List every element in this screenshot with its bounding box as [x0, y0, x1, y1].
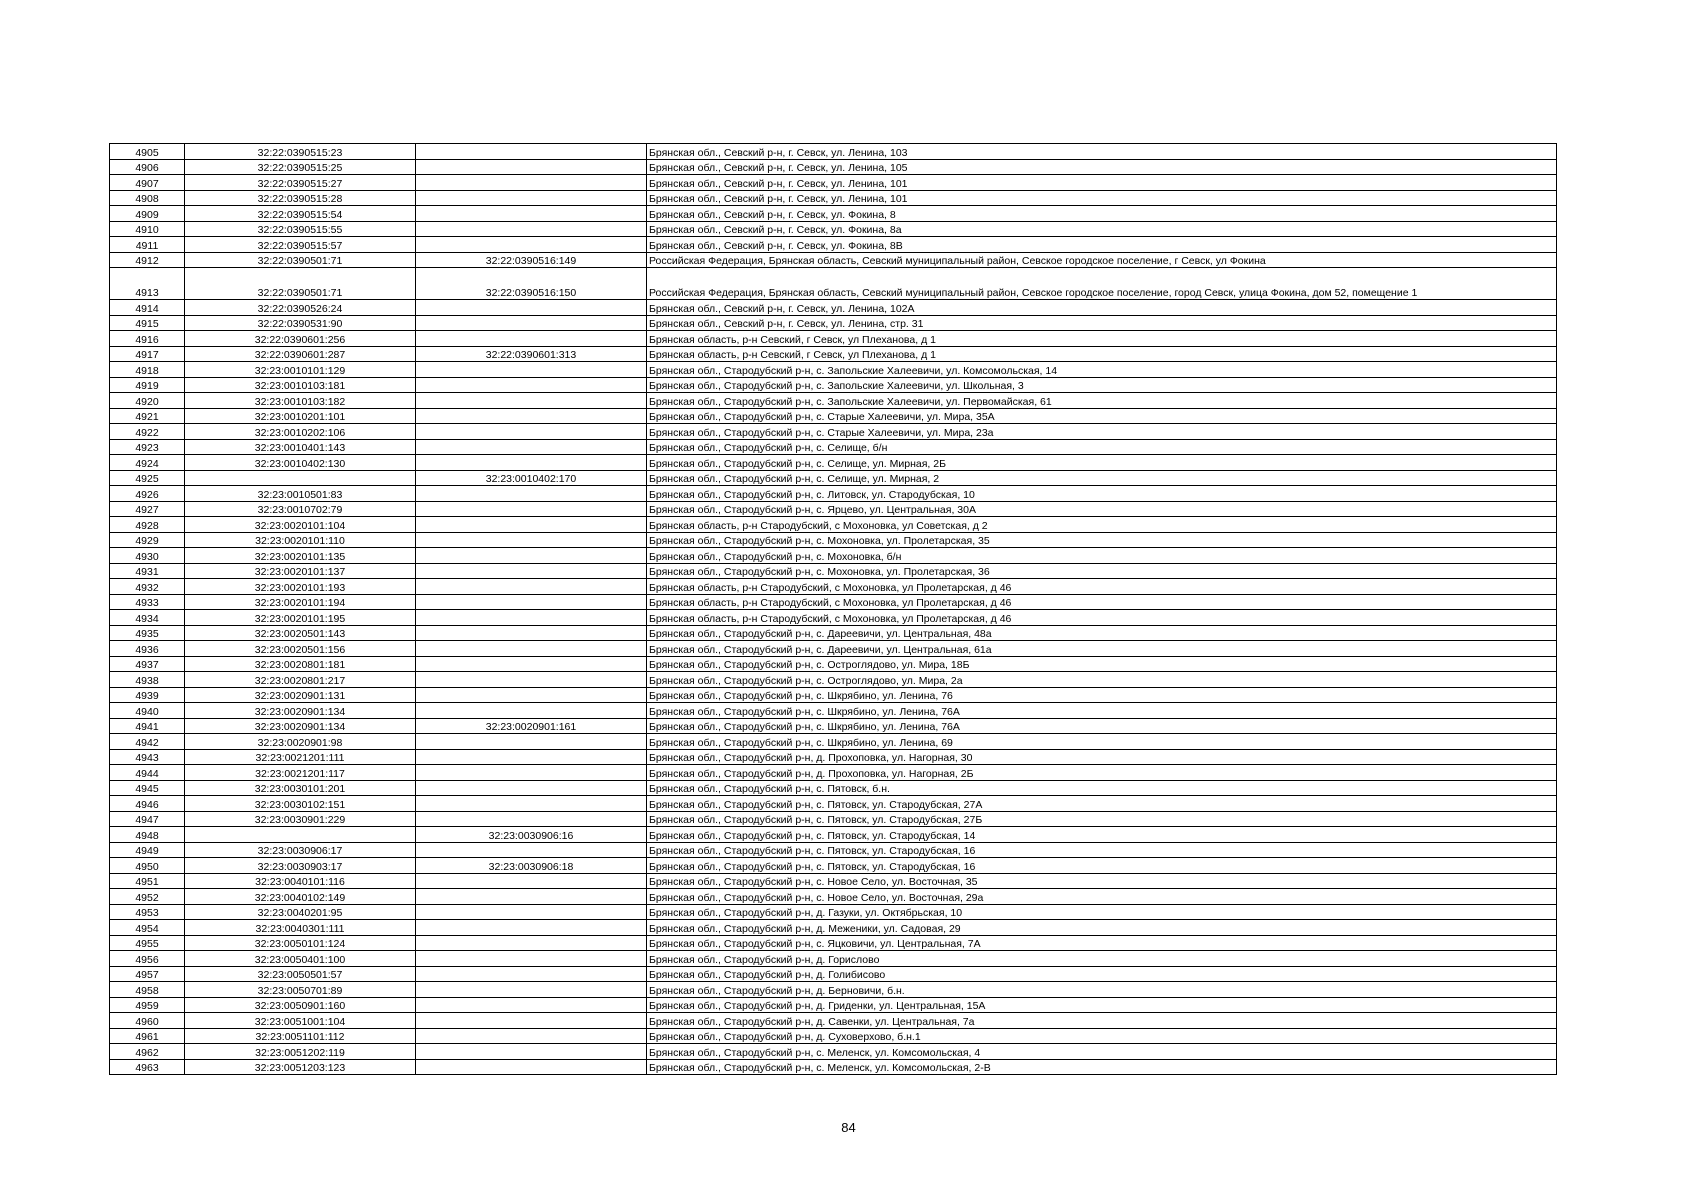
previous-cadastral-number-cell: [416, 300, 647, 316]
table-row: [110, 935, 1557, 951]
previous-cadastral-number-cell: [416, 749, 647, 765]
previous-cadastral-number-cell: [416, 362, 647, 378]
row-number-cell: 4957: [110, 966, 185, 982]
table-row: [110, 1028, 1557, 1044]
row-number-cell: 4938: [110, 672, 185, 688]
row-number-cell: 4952: [110, 889, 185, 905]
cadastral-number-cell: 32:23:0051001:104: [185, 1013, 416, 1029]
previous-cadastral-number-cell: [416, 672, 647, 688]
table-row: [110, 439, 1557, 455]
address-cell: Брянская обл., Стародубский р-н, с. Остроглядово, ул. Мира, 2а: [647, 672, 1557, 688]
address-cell: Брянская обл., Стародубский р-н, д. Суховерхово, б.н.1: [647, 1028, 1557, 1044]
table-row: [110, 873, 1557, 889]
row-number-cell: 4932: [110, 579, 185, 595]
cadastral-number-cell: 32:23:0020901:131: [185, 687, 416, 703]
previous-cadastral-number-cell: [416, 455, 647, 471]
cadastral-number-cell: [185, 470, 416, 486]
table-row: [110, 548, 1557, 564]
previous-cadastral-number-cell: [416, 734, 647, 750]
address-cell: Брянская обл., Стародубский р-н, с. Пятовск, ул. Стародубская, 16: [647, 842, 1557, 858]
address-cell: Брянская обл., Стародубский р-н, с. Старые Халеевичи, ул. Мира, 23а: [647, 424, 1557, 440]
table-row: [110, 827, 1557, 843]
table-row: [110, 1013, 1557, 1029]
previous-cadastral-number-cell: [416, 377, 647, 393]
address-cell: Брянская обл., Стародубский р-н, д. Савенки, ул. Центральная, 7а: [647, 1013, 1557, 1029]
address-cell: Брянская обл., Севский р-н, г. Севск, ул. Фокина, 8В: [647, 237, 1557, 253]
row-number-cell: 4924: [110, 455, 185, 471]
table-row: [110, 904, 1557, 920]
previous-cadastral-number-cell: [416, 904, 647, 920]
address-cell: Брянская обл., Севский р-н, г. Севск, ул. Ленина, 105: [647, 159, 1557, 175]
cadastral-number-cell: 32:23:0010202:106: [185, 424, 416, 440]
table-row: [110, 315, 1557, 331]
row-number-cell: 4960: [110, 1013, 185, 1029]
previous-cadastral-number-cell: [416, 780, 647, 796]
address-cell: Брянская обл., Стародубский р-н, с. Дареевичи, ул. Центральная, 48а: [647, 625, 1557, 641]
previous-cadastral-number-cell: [416, 408, 647, 424]
row-number-cell: 4927: [110, 501, 185, 517]
table-row: [110, 672, 1557, 688]
cadastral-number-cell: 32:22:0390601:256: [185, 331, 416, 347]
previous-cadastral-number-cell: [416, 424, 647, 440]
table-row: [110, 1044, 1557, 1060]
previous-cadastral-number-cell: [416, 997, 647, 1013]
table-row: [110, 393, 1557, 409]
address-cell: Брянская обл., Стародубский р-н, д. Берновичи, б.н.: [647, 982, 1557, 998]
previous-cadastral-number-cell: [416, 594, 647, 610]
address-cell: Брянская обл., Стародубский р-н, с. Пятовск, б.н.: [647, 780, 1557, 796]
cadastral-number-cell: 32:23:0020901:134: [185, 718, 416, 734]
row-number-cell: 4947: [110, 811, 185, 827]
cadastral-number-cell: 32:22:0390515:23: [185, 144, 416, 160]
table-row: [110, 718, 1557, 734]
table-row: [110, 625, 1557, 641]
cadastral-number-cell: 32:23:0020501:156: [185, 641, 416, 657]
address-cell: Брянская обл., Стародубский р-н, с. Мохоновка, б/н: [647, 548, 1557, 564]
address-cell: Брянская обл., Стародубский р-н, с. Шкрябино, ул. Ленина, 69: [647, 734, 1557, 750]
cadastral-number-cell: 32:23:0020801:217: [185, 672, 416, 688]
address-cell: Брянская обл., Севский р-н, г. Севск, ул. Ленина, 101: [647, 175, 1557, 191]
cadastral-number-cell: 32:22:0390515:28: [185, 190, 416, 206]
address-cell: Брянская обл., Стародубский р-н, с. Запольские Халеевичи, ул. Первомайская, 61: [647, 393, 1557, 409]
previous-cadastral-number-cell: [416, 393, 647, 409]
row-number-cell: 4959: [110, 997, 185, 1013]
cadastral-number-cell: 32:23:0030906:17: [185, 842, 416, 858]
row-number-cell: 4917: [110, 346, 185, 362]
cadastral-number-cell: 32:22:0390515:57: [185, 237, 416, 253]
address-cell: Брянская обл., Стародубский р-н, д. Гриденки, ул. Центральная, 15А: [647, 997, 1557, 1013]
cadastral-number-cell: 32:23:0010501:83: [185, 486, 416, 502]
cadastral-number-cell: 32:22:0390531:90: [185, 315, 416, 331]
address-cell: Брянская обл., Севский р-н, г. Севск, ул. Фокина, 8: [647, 206, 1557, 222]
row-number-cell: 4963: [110, 1059, 185, 1075]
table-row: [110, 470, 1557, 486]
previous-cadastral-number-cell: [416, 641, 647, 657]
previous-cadastral-number-cell: [416, 625, 647, 641]
address-cell: Брянская обл., Стародубский р-н, с. Литовск, ул. Стародубская, 10: [647, 486, 1557, 502]
address-cell: Брянская область, р-н Стародубский, с Мохоновка, ул Пролетарская, д 46: [647, 610, 1557, 626]
table-row: [110, 920, 1557, 936]
row-number-cell: 4931: [110, 563, 185, 579]
row-number-cell: 4954: [110, 920, 185, 936]
table-row: [110, 749, 1557, 765]
row-number-cell: 4914: [110, 300, 185, 316]
table-row: [110, 997, 1557, 1013]
previous-cadastral-number-cell: 32:23:0020901:161: [416, 718, 647, 734]
row-number-cell: 4921: [110, 408, 185, 424]
row-number-cell: 4948: [110, 827, 185, 843]
cadastral-number-cell: 32:23:0030102:151: [185, 796, 416, 812]
table-row: [110, 237, 1557, 253]
address-cell: Брянская обл., Стародубский р-н, с. Селище, ул. Мирная, 2Б: [647, 455, 1557, 471]
previous-cadastral-number-cell: [416, 687, 647, 703]
previous-cadastral-number-cell: [416, 159, 647, 175]
cadastral-number-cell: 32:23:0040101:116: [185, 873, 416, 889]
table-row: [110, 687, 1557, 703]
row-number-cell: 4945: [110, 780, 185, 796]
row-number-cell: 4955: [110, 935, 185, 951]
property-registry-table: [109, 143, 1557, 1075]
address-cell: Российская Федерация, Брянская область, Севский муниципальный район, Севское городское поселение, г Севск, ул Фокина: [647, 252, 1557, 268]
table-row: [110, 362, 1557, 378]
previous-cadastral-number-cell: [416, 889, 647, 905]
table-row: [110, 594, 1557, 610]
row-number-cell: 4946: [110, 796, 185, 812]
table-row: [110, 563, 1557, 579]
address-cell: Брянская область, р-н Севский, г Севск, ул Плеханова, д 1: [647, 331, 1557, 347]
row-number-cell: 4937: [110, 656, 185, 672]
table-row: [110, 1059, 1557, 1075]
cadastral-number-cell: 32:23:0051101:112: [185, 1028, 416, 1044]
address-cell: Брянская обл., Стародубский р-н, с. Пятовск, ул. Стародубская, 14: [647, 827, 1557, 843]
address-cell: Брянская обл., Стародубский р-н, с. Яцковичи, ул. Центральная, 7А: [647, 935, 1557, 951]
address-cell: Брянская область, р-н Стародубский, с Мохоновка, ул Пролетарская, д 46: [647, 594, 1557, 610]
address-cell: Брянская обл., Стародубский р-н, с. Мохоновка, ул. Пролетарская, 36: [647, 563, 1557, 579]
address-cell: Брянская обл., Стародубский р-н, д. Меженики, ул. Садовая, 29: [647, 920, 1557, 936]
previous-cadastral-number-cell: 32:23:0030906:16: [416, 827, 647, 843]
cadastral-number-cell: 32:23:0040201:95: [185, 904, 416, 920]
previous-cadastral-number-cell: 32:23:0030906:18: [416, 858, 647, 874]
cadastral-number-cell: 32:23:0010702:79: [185, 501, 416, 517]
cadastral-number-cell: 32:23:0020101:110: [185, 532, 416, 548]
previous-cadastral-number-cell: [416, 237, 647, 253]
address-cell: Брянская обл., Стародубский р-н, с. Меленск, ул. Комсомольская, 2-В: [647, 1059, 1557, 1075]
row-number-cell: 4929: [110, 532, 185, 548]
cadastral-number-cell: 32:23:0020901:134: [185, 703, 416, 719]
cadastral-number-cell: 32:23:0040102:149: [185, 889, 416, 905]
address-cell: Брянская обл., Стародубский р-н, с. Меленск, ул. Комсомольская, 4: [647, 1044, 1557, 1060]
table-row: [110, 734, 1557, 750]
table-row: [110, 268, 1557, 300]
address-cell: Брянская обл., Стародубский р-н, с. Новое Село, ул. Восточная, 35: [647, 873, 1557, 889]
previous-cadastral-number-cell: [416, 1028, 647, 1044]
row-number-cell: 4949: [110, 842, 185, 858]
previous-cadastral-number-cell: [416, 563, 647, 579]
address-cell: Брянская обл., Стародубский р-н, с. Мохоновка, ул. Пролетарская, 35: [647, 532, 1557, 548]
cadastral-number-cell: 32:23:0040301:111: [185, 920, 416, 936]
address-cell: Брянская обл., Стародубский р-н, с. Селище, б/н: [647, 439, 1557, 455]
cadastral-number-cell: 32:23:0020801:181: [185, 656, 416, 672]
row-number-cell: 4926: [110, 486, 185, 502]
table-row: [110, 408, 1557, 424]
row-number-cell: 4942: [110, 734, 185, 750]
table-row: [110, 159, 1557, 175]
cadastral-number-cell: 32:23:0030101:201: [185, 780, 416, 796]
table-row: [110, 703, 1557, 719]
table-row: [110, 579, 1557, 595]
row-number-cell: 4905: [110, 144, 185, 160]
cadastral-number-cell: 32:23:0051202:119: [185, 1044, 416, 1060]
address-cell: Брянская обл., Стародубский р-н, с. Пятовск, ул. Стародубская, 27А: [647, 796, 1557, 812]
row-number-cell: 4928: [110, 517, 185, 533]
table-row: [110, 331, 1557, 347]
row-number-cell: 4920: [110, 393, 185, 409]
table-row: [110, 346, 1557, 362]
previous-cadastral-number-cell: [416, 656, 647, 672]
cadastral-number-cell: 32:23:0010402:130: [185, 455, 416, 471]
address-cell: Брянская обл., Стародубский р-н, д. Горислово: [647, 951, 1557, 967]
cadastral-number-cell: 32:23:0030901:229: [185, 811, 416, 827]
row-number-cell: 4916: [110, 331, 185, 347]
address-cell: Брянская область, р-н Стародубский, с Мохоновка, ул Советская, д 2: [647, 517, 1557, 533]
cadastral-number-cell: 32:23:0020901:98: [185, 734, 416, 750]
previous-cadastral-number-cell: [416, 966, 647, 982]
cadastral-number-cell: 32:23:0010401:143: [185, 439, 416, 455]
address-cell: Брянская обл., Стародубский р-н, д. Прохоповка, ул. Нагорная, 30: [647, 749, 1557, 765]
previous-cadastral-number-cell: [416, 765, 647, 781]
address-cell: Брянская обл., Стародубский р-н, с. Новое Село, ул. Восточная, 29а: [647, 889, 1557, 905]
row-number-cell: 4915: [110, 315, 185, 331]
cadastral-number-cell: 32:23:0050901:160: [185, 997, 416, 1013]
row-number-cell: 4934: [110, 610, 185, 626]
row-number-cell: 4935: [110, 625, 185, 641]
cadastral-number-cell: 32:23:0010103:182: [185, 393, 416, 409]
address-cell: Брянская область, р-н Стародубский, с Мохоновка, ул Пролетарская, д 46: [647, 579, 1557, 595]
cadastral-number-cell: 32:23:0021201:117: [185, 765, 416, 781]
table-row: [110, 982, 1557, 998]
previous-cadastral-number-cell: [416, 811, 647, 827]
table-row: [110, 424, 1557, 440]
row-number-cell: 4910: [110, 221, 185, 237]
previous-cadastral-number-cell: [416, 1059, 647, 1075]
table-row: [110, 966, 1557, 982]
row-number-cell: 4911: [110, 237, 185, 253]
table-row: [110, 517, 1557, 533]
row-number-cell: 4908: [110, 190, 185, 206]
cadastral-number-cell: 32:23:0010101:129: [185, 362, 416, 378]
previous-cadastral-number-cell: [416, 144, 647, 160]
row-number-cell: 4940: [110, 703, 185, 719]
cadastral-number-cell: 32:22:0390515:25: [185, 159, 416, 175]
row-number-cell: 4918: [110, 362, 185, 378]
table-row: [110, 656, 1557, 672]
address-cell: Брянская обл., Стародубский р-н, с. Шкрябино, ул. Ленина, 76А: [647, 718, 1557, 734]
cadastral-number-cell: 32:23:0020101:194: [185, 594, 416, 610]
row-number-cell: 4913: [110, 268, 185, 300]
cadastral-number-cell: 32:23:0020101:135: [185, 548, 416, 564]
address-cell: Брянская обл., Севский р-н, г. Севск, ул. Ленина, 103: [647, 144, 1557, 160]
cadastral-number-cell: 32:23:0020501:143: [185, 625, 416, 641]
cadastral-number-cell: 32:22:0390501:71: [185, 252, 416, 268]
row-number-cell: 4950: [110, 858, 185, 874]
cadastral-number-cell: 32:23:0020101:104: [185, 517, 416, 533]
cadastral-number-cell: 32:23:0050501:57: [185, 966, 416, 982]
address-cell: Брянская обл., Стародубский р-н, д. Прохоповка, ул. Нагорная, 2Б: [647, 765, 1557, 781]
previous-cadastral-number-cell: [416, 532, 647, 548]
cadastral-number-cell: 32:22:0390515:54: [185, 206, 416, 222]
cadastral-number-cell: 32:23:0021201:111: [185, 749, 416, 765]
address-cell: Брянская обл., Севский р-н, г. Севск, ул. Фокина, 8а: [647, 221, 1557, 237]
table-row: [110, 377, 1557, 393]
table-row: [110, 300, 1557, 316]
row-number-cell: 4933: [110, 594, 185, 610]
row-number-cell: 4958: [110, 982, 185, 998]
address-cell: Брянская обл., Стародубский р-н, с. Пятовск, ул. Стародубская, 16: [647, 858, 1557, 874]
table-row: [110, 610, 1557, 626]
row-number-cell: 4930: [110, 548, 185, 564]
page-number: 84: [841, 1120, 856, 1135]
previous-cadastral-number-cell: [416, 920, 647, 936]
address-cell: Брянская обл., Стародубский р-н, с. Запольские Халеевичи, ул. Школьная, 3: [647, 377, 1557, 393]
row-number-cell: 4953: [110, 904, 185, 920]
previous-cadastral-number-cell: 32:23:0010402:170: [416, 470, 647, 486]
address-cell: Брянская обл., Стародубский р-н, д. Газуки, ул. Октябрьская, 10: [647, 904, 1557, 920]
row-number-cell: 4961: [110, 1028, 185, 1044]
previous-cadastral-number-cell: [416, 703, 647, 719]
cadastral-number-cell: 32:23:0050701:89: [185, 982, 416, 998]
address-cell: Брянская обл., Стародубский р-н, д. Голибисово: [647, 966, 1557, 982]
row-number-cell: 4936: [110, 641, 185, 657]
address-cell: Брянская обл., Севский р-н, г. Севск, ул. Ленина, стр. 31: [647, 315, 1557, 331]
previous-cadastral-number-cell: [416, 842, 647, 858]
address-cell: Брянская обл., Стародубский р-н, с. Остроглядово, ул. Мира, 18Б: [647, 656, 1557, 672]
previous-cadastral-number-cell: [416, 548, 647, 564]
row-number-cell: 4951: [110, 873, 185, 889]
previous-cadastral-number-cell: [416, 501, 647, 517]
row-number-cell: 4919: [110, 377, 185, 393]
previous-cadastral-number-cell: [416, 439, 647, 455]
previous-cadastral-number-cell: 32:22:0390516:149: [416, 252, 647, 268]
cadastral-number-cell: 32:22:0390601:287: [185, 346, 416, 362]
table-row: [110, 796, 1557, 812]
table-row: [110, 144, 1557, 160]
row-number-cell: 4925: [110, 470, 185, 486]
row-number-cell: 4923: [110, 439, 185, 455]
row-number-cell: 4912: [110, 252, 185, 268]
previous-cadastral-number-cell: [416, 1013, 647, 1029]
cadastral-number-cell: 32:22:0390501:71: [185, 268, 416, 300]
previous-cadastral-number-cell: [416, 1044, 647, 1060]
row-number-cell: 4906: [110, 159, 185, 175]
cadastral-number-cell: 32:23:0051203:123: [185, 1059, 416, 1075]
previous-cadastral-number-cell: 32:22:0390516:150: [416, 268, 647, 300]
cadastral-number-cell: 32:23:0010103:181: [185, 377, 416, 393]
cadastral-number-cell: 32:22:0390515:27: [185, 175, 416, 191]
table-row: [110, 951, 1557, 967]
address-cell: Брянская обл., Стародубский р-н, с. Пятовск, ул. Стародубская, 27Б: [647, 811, 1557, 827]
previous-cadastral-number-cell: [416, 315, 647, 331]
table-row: [110, 842, 1557, 858]
cadastral-number-cell: [185, 827, 416, 843]
previous-cadastral-number-cell: [416, 190, 647, 206]
row-number-cell: 4943: [110, 749, 185, 765]
address-cell: Брянская обл., Стародубский р-н, с. Шкрябино, ул. Ленина, 76А: [647, 703, 1557, 719]
previous-cadastral-number-cell: [416, 796, 647, 812]
address-cell: Брянская обл., Стародубский р-н, с. Шкрябино, ул. Ленина, 76: [647, 687, 1557, 703]
cadastral-number-cell: 32:23:0020101:137: [185, 563, 416, 579]
address-cell: Брянская обл., Стародубский р-н, с. Ярцево, ул. Центральная, 30А: [647, 501, 1557, 517]
previous-cadastral-number-cell: [416, 935, 647, 951]
previous-cadastral-number-cell: [416, 951, 647, 967]
table-row: [110, 455, 1557, 471]
address-cell: Брянская обл., Севский р-н, г. Севск, ул. Ленина, 102А: [647, 300, 1557, 316]
address-cell: Брянская обл., Севский р-н, г. Севск, ул. Ленина, 101: [647, 190, 1557, 206]
cadastral-number-cell: 32:23:0030903:17: [185, 858, 416, 874]
previous-cadastral-number-cell: [416, 486, 647, 502]
previous-cadastral-number-cell: [416, 873, 647, 889]
row-number-cell: 4939: [110, 687, 185, 703]
address-cell: Брянская обл., Стародубский р-н, с. Запольские Халеевичи, ул. Комсомольская, 14: [647, 362, 1557, 378]
row-number-cell: 4909: [110, 206, 185, 222]
table-row: [110, 221, 1557, 237]
row-number-cell: 4944: [110, 765, 185, 781]
address-cell: Российская Федерация, Брянская область, Севский муниципальный район, Севское городское поселение, город Севск, улица Фокина, дом 52, помещение 1: [647, 268, 1557, 300]
row-number-cell: 4907: [110, 175, 185, 191]
table-row: [110, 501, 1557, 517]
table-row: [110, 252, 1557, 268]
table-row: [110, 641, 1557, 657]
address-cell: Брянская обл., Стародубский р-н, с. Селище, ул. Мирная, 2: [647, 470, 1557, 486]
table-row: [110, 780, 1557, 796]
row-number-cell: 4962: [110, 1044, 185, 1060]
cadastral-number-cell: 32:22:0390526:24: [185, 300, 416, 316]
cadastral-number-cell: 32:23:0050401:100: [185, 951, 416, 967]
table-row: [110, 206, 1557, 222]
previous-cadastral-number-cell: [416, 206, 647, 222]
cadastral-number-cell: 32:23:0020101:195: [185, 610, 416, 626]
row-number-cell: 4922: [110, 424, 185, 440]
cadastral-number-cell: 32:23:0020101:193: [185, 579, 416, 595]
cadastral-number-cell: 32:23:0010201:101: [185, 408, 416, 424]
previous-cadastral-number-cell: [416, 610, 647, 626]
table-row: [110, 765, 1557, 781]
address-cell: Брянская обл., Стародубский р-н, с. Дареевичи, ул. Центральная, 61а: [647, 641, 1557, 657]
table-row: [110, 889, 1557, 905]
table-row: [110, 190, 1557, 206]
previous-cadastral-number-cell: 32:22:0390601:313: [416, 346, 647, 362]
address-cell: Брянская обл., Стародубский р-н, с. Старые Халеевичи, ул. Мира, 35А: [647, 408, 1557, 424]
table-row: [110, 486, 1557, 502]
row-number-cell: 4941: [110, 718, 185, 734]
previous-cadastral-number-cell: [416, 331, 647, 347]
table-row: [110, 175, 1557, 191]
previous-cadastral-number-cell: [416, 517, 647, 533]
cadastral-number-cell: 32:23:0050101:124: [185, 935, 416, 951]
previous-cadastral-number-cell: [416, 221, 647, 237]
address-cell: Брянская область, р-н Севский, г Севск, ул Плеханова, д 1: [647, 346, 1557, 362]
row-number-cell: 4956: [110, 951, 185, 967]
table-body: [110, 144, 1557, 1075]
previous-cadastral-number-cell: [416, 175, 647, 191]
previous-cadastral-number-cell: [416, 982, 647, 998]
cadastral-number-cell: 32:22:0390515:55: [185, 221, 416, 237]
table-row: [110, 811, 1557, 827]
table-row: [110, 532, 1557, 548]
previous-cadastral-number-cell: [416, 579, 647, 595]
table-row: [110, 858, 1557, 874]
